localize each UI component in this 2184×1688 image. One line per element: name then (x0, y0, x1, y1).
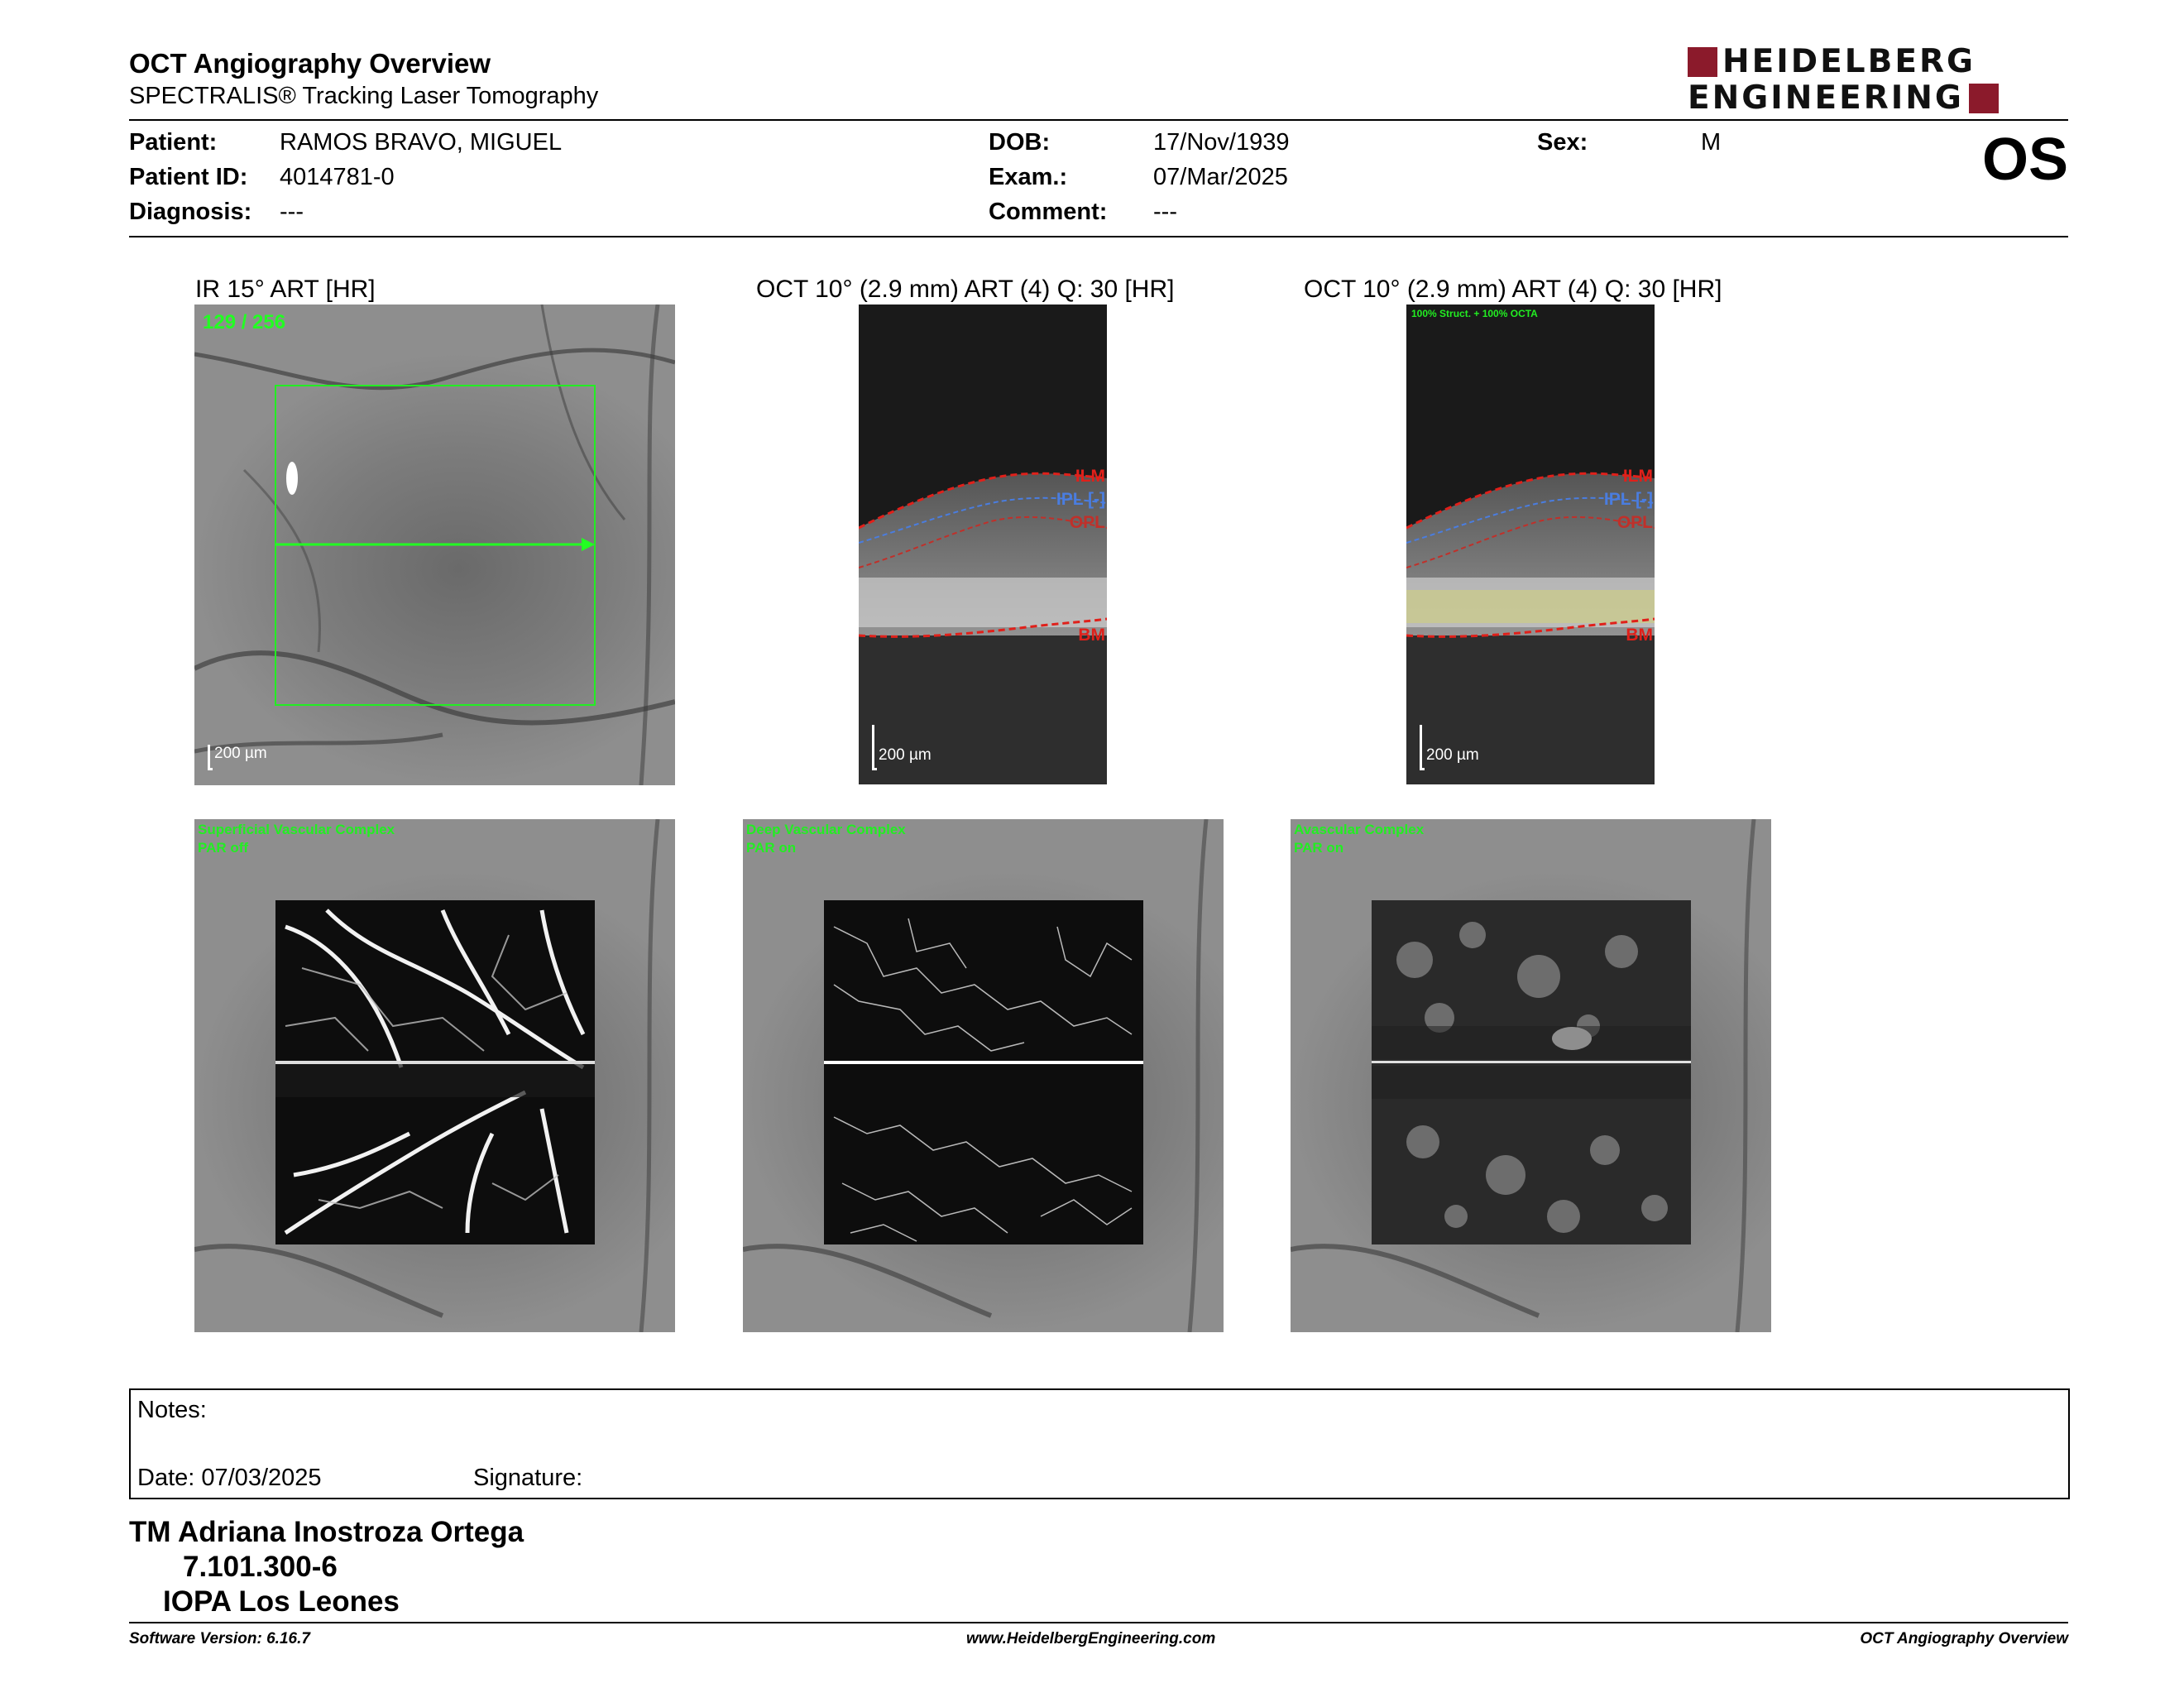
patient-label: Patient: (129, 129, 218, 156)
comment-value: --- (1153, 199, 1177, 225)
dob-value: 17/Nov/1939 (1153, 129, 1290, 156)
notes-label: Notes: (137, 1397, 207, 1423)
logo-square-left (1688, 47, 1717, 77)
ir-frame-counter: 129 / 256 (203, 311, 286, 333)
logo-line2: ENGINEERING (1688, 79, 1964, 117)
diagnosis-value: --- (280, 199, 304, 225)
dvc-background-vessels (743, 819, 1224, 1332)
diagnosis-label: Diagnosis: (129, 199, 252, 225)
report-subtitle: SPECTRALIS® Tracking Laser Tomography (129, 83, 599, 109)
patient-id-value: 4014781-0 (280, 164, 395, 190)
svc-par: PAR off (198, 840, 249, 856)
signature-label: Signature: (473, 1465, 583, 1491)
avascular-complex-image (1291, 819, 1771, 1332)
oct2-scale-label: 200 µm (1426, 746, 1479, 764)
oct-octa-bscan-image (1406, 305, 1655, 784)
oct1-scale-bar (872, 725, 932, 764)
ir-scale-bar (208, 745, 267, 763)
oct2-label-ilm: ILM (1622, 467, 1653, 486)
logo-line1: HEIDELBERG (1722, 43, 1976, 80)
signer-institution: IOPA Los Leones (163, 1585, 400, 1618)
patient-id-label: Patient ID: (129, 164, 248, 190)
oct2-scale-bar (1420, 725, 1479, 764)
svc-background-vessels (194, 819, 675, 1332)
oct1-label-ilm: ILM (1075, 467, 1105, 486)
footer-report-name: OCT Angiography Overview (1860, 1630, 2068, 1647)
header-divider (129, 119, 2068, 121)
dvc-par: PAR on (746, 840, 797, 856)
dob-label: DOB: (989, 129, 1051, 156)
superficial-vascular-complex-image (194, 819, 675, 1332)
avc-par: PAR on (1294, 840, 1344, 856)
oct2-overlay-label: 100% Struct. + 100% OCTA (1411, 308, 1538, 319)
oct2-label-ipl: IPL [-] (1603, 490, 1653, 509)
exam-value: 07/Mar/2025 (1153, 164, 1288, 190)
software-version: Software Version: 6.16.7 (129, 1630, 310, 1647)
oct1-label-bm: BM (1078, 626, 1105, 645)
avc-background-vessels (1291, 819, 1771, 1332)
deep-vascular-complex-image (743, 819, 1224, 1332)
svc-title: Superficial Vascular Complex (198, 822, 395, 837)
oct1-label-ipl: IPL [-] (1056, 490, 1105, 509)
logo-square-right (1969, 84, 1999, 113)
notes-date: Date: 07/03/2025 (137, 1465, 322, 1491)
oct-bscan-image (859, 305, 1107, 784)
comment-label: Comment: (989, 199, 1108, 225)
sex-label: Sex: (1537, 129, 1588, 156)
oct2-label-opl: OPL (1616, 513, 1653, 532)
ir-vessels (194, 305, 675, 785)
oct2-bscan-layers (1406, 305, 1655, 784)
sex-value: M (1701, 129, 1722, 156)
website-link[interactable]: www.HeidelbergEngineering.com (966, 1630, 1216, 1647)
exam-label: Exam.: (989, 164, 1068, 190)
signer-name: TM Adriana Inostroza Ortega (129, 1516, 524, 1548)
ir-scale-label: 200 µm (214, 745, 267, 762)
dvc-title: Deep Vascular Complex (746, 822, 906, 837)
footer-divider (129, 1622, 2068, 1623)
oct1-scale-label: 200 µm (879, 746, 932, 764)
oct1-label-opl: OPL (1069, 513, 1105, 532)
heidelberg-logo (1688, 43, 2068, 117)
oct2-label-bm: BM (1626, 626, 1653, 645)
signer-id: 7.101.300-6 (183, 1551, 338, 1583)
patient-divider (129, 236, 2068, 237)
ir-fundus-image (194, 305, 675, 785)
report-title: OCT Angiography Overview (129, 48, 491, 79)
oct2-image-title: OCT 10° (2.9 mm) ART (4) Q: 30 [HR] (1304, 276, 1722, 303)
avc-title: Avascular Complex (1294, 822, 1425, 837)
eye-indicator: OS (1981, 127, 2068, 193)
oct1-image-title: OCT 10° (2.9 mm) ART (4) Q: 30 [HR] (756, 276, 1175, 303)
oct-bscan-layers (859, 305, 1107, 784)
ir-image-title: IR 15° ART [HR] (195, 276, 376, 303)
patient-value: RAMOS BRAVO, MIGUEL (280, 129, 563, 156)
notes-box[interactable] (129, 1388, 2070, 1499)
